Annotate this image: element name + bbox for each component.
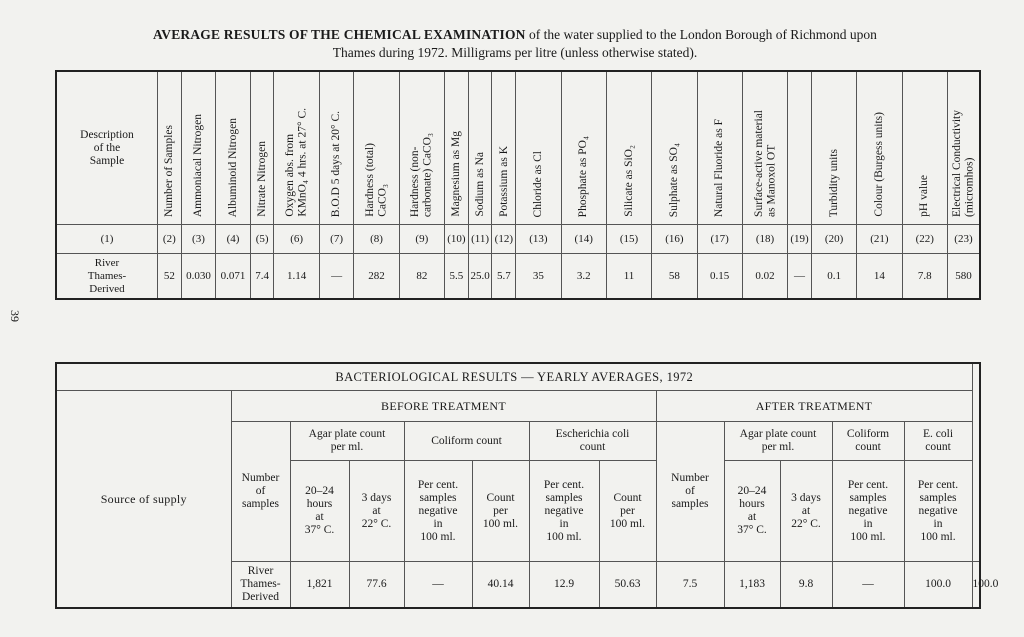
header-line: hours (306, 498, 333, 510)
column-number: (14) (561, 225, 606, 254)
column-header-line: Silicate as SiO₂ (622, 145, 635, 217)
column-number: (9) (399, 225, 444, 254)
column-header-line: Colour (Burgess units) (873, 112, 886, 217)
column-header (354, 71, 399, 225)
value-cell: 282 (354, 254, 399, 300)
chemical-results-table (55, 70, 981, 300)
column-header-line: Ammoniacal Nitrogen (192, 113, 205, 217)
header-line: Escherichia coli (555, 428, 630, 440)
column-header (788, 71, 812, 225)
column-number: (12) (492, 225, 516, 254)
header-line: samples (919, 491, 957, 504)
value-cell: — (788, 254, 812, 300)
header-line: 37° C. (304, 524, 335, 536)
column-number: (10) (445, 225, 469, 254)
header-line: 100 ml. (850, 530, 886, 543)
column-header-label (713, 115, 726, 221)
header-line: samples (545, 491, 583, 504)
header-line: Number (671, 472, 709, 484)
column-number: (3) (181, 225, 216, 254)
column-number: (20) (811, 225, 856, 254)
header-line: per ml. (330, 441, 364, 453)
column-header-label (409, 129, 434, 221)
header-line: count (855, 441, 881, 453)
column-header (697, 71, 742, 225)
column-header (157, 71, 181, 225)
value-cell: 0.1 (811, 254, 856, 300)
header-line: in (559, 517, 569, 530)
column-header (742, 71, 787, 225)
column-number: (7) (319, 225, 354, 254)
value-cell: 100.0 (904, 562, 972, 609)
header-line: per (493, 504, 508, 517)
header-line: negative (848, 504, 888, 517)
header-line: Per cent. (847, 478, 889, 491)
column-header-label (330, 107, 343, 221)
sample-name-cell (56, 254, 157, 300)
header-line: 100 ml. (482, 517, 519, 530)
column-header-label (192, 110, 205, 221)
value-cell: 12.9 (529, 562, 599, 609)
column-number: (13) (516, 225, 561, 254)
column-header-label (753, 106, 778, 221)
column-header-line: pH value (918, 175, 931, 217)
value-cell: 1,183 (724, 562, 780, 609)
column-header (399, 71, 444, 225)
column-number: (19) (788, 225, 812, 254)
header-line: Count (613, 491, 642, 504)
after-treatment-header: AFTER TREATMENT (656, 391, 972, 422)
column-header-label (256, 137, 269, 221)
chem-header-row (56, 71, 980, 225)
header-line: Number (241, 472, 280, 484)
header-line: hours (739, 498, 765, 510)
title-rest: of the water supplied to the London Borough of Richmond upon (525, 27, 877, 42)
value-cell: 0.15 (697, 254, 742, 300)
header-line: Per cent. (917, 478, 959, 491)
header-line: 20–24 (737, 485, 767, 497)
before-coliform-header: Coliform count (404, 422, 529, 461)
column-header-line: Albuminoid Nitrogen (226, 117, 239, 217)
value-cell: 7.8 (902, 254, 947, 300)
column-header-line: as Manoxol OT (765, 144, 777, 217)
column-header (250, 71, 274, 225)
value-cell: 35 (516, 254, 561, 300)
chem-value-row (56, 254, 980, 300)
column-header-label (364, 139, 389, 221)
value-cell: 100.0 (972, 562, 980, 609)
value-cell: 52 (157, 254, 181, 300)
header-line: negative (418, 504, 458, 517)
column-header-line: carbonate) CaCO₃ (421, 132, 434, 217)
description-header-line: of the (93, 141, 121, 154)
column-header-line: B.O.D 5 days at 20° C. (330, 110, 343, 217)
before-number-samples-header (231, 422, 290, 562)
header-line: in (933, 517, 943, 530)
column-header-line: Sulphate as SO₄ (668, 142, 681, 217)
header-line: at (801, 504, 811, 517)
after-ecoli-percent-header (904, 461, 972, 562)
description-header-line: Description (80, 128, 134, 141)
column-header (181, 71, 216, 225)
header-line: per ml. (761, 441, 795, 453)
column-number: (11) (468, 225, 492, 254)
column-header-label (163, 121, 176, 221)
value-cell: 40.14 (472, 562, 529, 609)
header-line: 20–24 (305, 485, 334, 497)
page-title (50, 26, 980, 62)
bact-title: BACTERIOLOGICAL RESULTS — YEARLY AVERAGES, 1972 (56, 363, 972, 391)
header-line: 100 ml. (609, 517, 646, 530)
header-line: at (315, 511, 324, 523)
value-cell: — (319, 254, 354, 300)
value-cell: 50.63 (599, 562, 656, 609)
column-header (947, 71, 980, 225)
column-header (652, 71, 697, 225)
column-header-line: (micromhos) (963, 157, 976, 217)
header-line: 100 ml. (420, 530, 456, 543)
column-header-line: Nitrate Nitrogen (255, 141, 268, 217)
after-agar-22-header (780, 461, 832, 562)
column-header (492, 71, 516, 225)
value-cell: 82 (399, 254, 444, 300)
value-cell: 25.0 (468, 254, 492, 300)
value-cell: 11 (606, 254, 651, 300)
column-number: (16) (652, 225, 697, 254)
column-header-label (498, 142, 511, 221)
sample-name-line: Derived (89, 282, 125, 295)
before-coliform-percent-header (404, 461, 472, 562)
header-line: 100 ml. (546, 530, 582, 543)
column-header-line: Chloride as Cl (532, 150, 545, 217)
header-line: samples (241, 498, 280, 510)
sample-name-line: Thames- (87, 269, 127, 282)
column-number: (8) (354, 225, 399, 254)
column-header-line: Hardness (non- (409, 146, 422, 217)
header-line: in (863, 517, 873, 530)
column-header-label (532, 147, 545, 221)
header-line: Agar plate count (739, 428, 817, 440)
column-number: (17) (697, 225, 742, 254)
column-header (902, 71, 947, 225)
header-line: count (579, 441, 606, 453)
page-number: 39 (8, 310, 22, 322)
column-number: (2) (157, 225, 181, 254)
column-header (468, 71, 492, 225)
header-line: 22° C. (791, 517, 821, 530)
header-line: Coliform (846, 428, 890, 440)
column-header-line: Hardness (total) (364, 143, 376, 217)
before-ecoli-header (529, 422, 656, 461)
column-header (606, 71, 651, 225)
header-line: at (372, 504, 381, 517)
column-header (561, 71, 606, 225)
value-cell: 5.5 (445, 254, 469, 300)
header-line: Per cent. (417, 478, 459, 491)
value-cell: 77.6 (349, 562, 404, 609)
column-header-line: KMnO₄ 4 hrs. at 27° C. (296, 108, 309, 217)
value-cell: 0.030 (181, 254, 216, 300)
header-line: samples (419, 491, 457, 504)
header-line: Per cent. (543, 478, 585, 491)
column-header (216, 71, 251, 225)
description-header-line: Sample (89, 154, 125, 167)
header-line: per (620, 504, 635, 517)
before-agar-37-header (290, 461, 349, 562)
header-line: samples (671, 498, 709, 510)
before-agar-header (290, 422, 404, 461)
column-header-line: Phosphate as PO₄ (577, 135, 590, 217)
column-header (319, 71, 354, 225)
after-agar-header (724, 422, 832, 461)
column-number: (15) (606, 225, 651, 254)
chem-number-row (56, 225, 980, 254)
header-line: Agar plate count (308, 428, 386, 440)
header-line: negative (544, 504, 584, 517)
header-line: 37° C. (737, 524, 767, 536)
column-header-line: Potassium as K (497, 146, 510, 217)
value-cell: 1,821 (290, 562, 349, 609)
header-line: negative (918, 504, 958, 517)
header-line: count (925, 441, 951, 453)
column-header-label (227, 114, 240, 221)
value-cell: 9.8 (780, 562, 832, 609)
column-header-label (951, 106, 976, 221)
sample-name-line: River (94, 256, 120, 269)
header-line: E. coli (923, 428, 954, 440)
column-number: (4) (216, 225, 251, 254)
after-agar-37-header (724, 461, 780, 562)
column-number: (23) (947, 225, 980, 254)
value-cell: 7.5 (656, 562, 724, 609)
bacteriological-results-table (55, 362, 999, 609)
column-header-label (873, 108, 886, 221)
description-header (56, 71, 157, 225)
column-header-line: Electrical Conductivity (950, 110, 963, 217)
column-header (857, 71, 902, 225)
header-line: samples (849, 491, 887, 504)
column-number: (21) (857, 225, 902, 254)
title-bold: AVERAGE RESULTS OF THE CHEMICAL EXAMINATION (153, 27, 526, 42)
column-header-line: Surface-active material (752, 110, 765, 217)
after-coliform-header (832, 422, 904, 461)
header-line: of (685, 485, 695, 497)
column-header (811, 71, 856, 225)
header-line: 3 days (791, 491, 821, 504)
column-header-line: Magnesium as Mg (450, 131, 463, 217)
column-header-label (284, 104, 309, 221)
column-number: (6) (274, 225, 319, 254)
header-line: at (747, 511, 757, 523)
column-header-label (577, 132, 590, 221)
column-header (516, 71, 561, 225)
after-number-samples-header (656, 422, 724, 562)
column-header-line: Sodium as Na (473, 152, 486, 217)
column-header-line: Natural Fluoride as F (713, 118, 726, 217)
column-header-label (668, 139, 681, 221)
value-cell: 1.14 (274, 254, 319, 300)
value-cell: — (832, 562, 904, 609)
column-number: (18) (742, 225, 787, 254)
value-cell: 580 (947, 254, 980, 300)
header-line: of (255, 485, 266, 497)
column-header-label (474, 148, 487, 221)
column-header-label (450, 127, 463, 221)
before-ecoli-percent-header (529, 461, 599, 562)
column-header-label (623, 141, 636, 221)
column-header (274, 71, 319, 225)
header-line: Count (486, 491, 515, 504)
header-line: 100 ml. (920, 530, 956, 543)
value-cell: 0.071 (216, 254, 251, 300)
column-number: (5) (250, 225, 274, 254)
column-header-line: Turbidity units (827, 148, 840, 217)
after-ecoli-header (904, 422, 972, 461)
value-cell: 58 (652, 254, 697, 300)
column-header-line: Number of Samples (163, 125, 176, 217)
before-ecoli-count-header (599, 461, 656, 562)
value-cell: 5.7 (492, 254, 516, 300)
value-cell: 0.02 (742, 254, 787, 300)
value-cell: — (404, 562, 472, 609)
source-header: Source of supply (56, 391, 231, 609)
header-line: 22° C. (361, 517, 392, 530)
column-header-label (918, 171, 931, 221)
value-cell: 14 (857, 254, 902, 300)
before-coliform-count-header (472, 461, 529, 562)
title-line2: Thames during 1972. Milligrams per litre (unless otherwise stated). (332, 45, 698, 60)
before-agar-22-header (349, 461, 404, 562)
column-number: (22) (902, 225, 947, 254)
header-line: 3 days (361, 491, 392, 504)
before-treatment-header: BEFORE TREATMENT (231, 391, 656, 422)
column-header-line: Oxygen abs. from (284, 134, 297, 217)
value-cell: 7.4 (250, 254, 274, 300)
header-line: in (433, 517, 443, 530)
column-header-line: CaCO₃ (376, 184, 389, 217)
after-coliform-percent-header (832, 461, 904, 562)
column-header (445, 71, 469, 225)
source-cell: River Thames-Derived (231, 562, 290, 609)
col-number-1: (1) (56, 225, 157, 254)
value-cell: 3.2 (561, 254, 606, 300)
column-header-label (828, 145, 841, 221)
